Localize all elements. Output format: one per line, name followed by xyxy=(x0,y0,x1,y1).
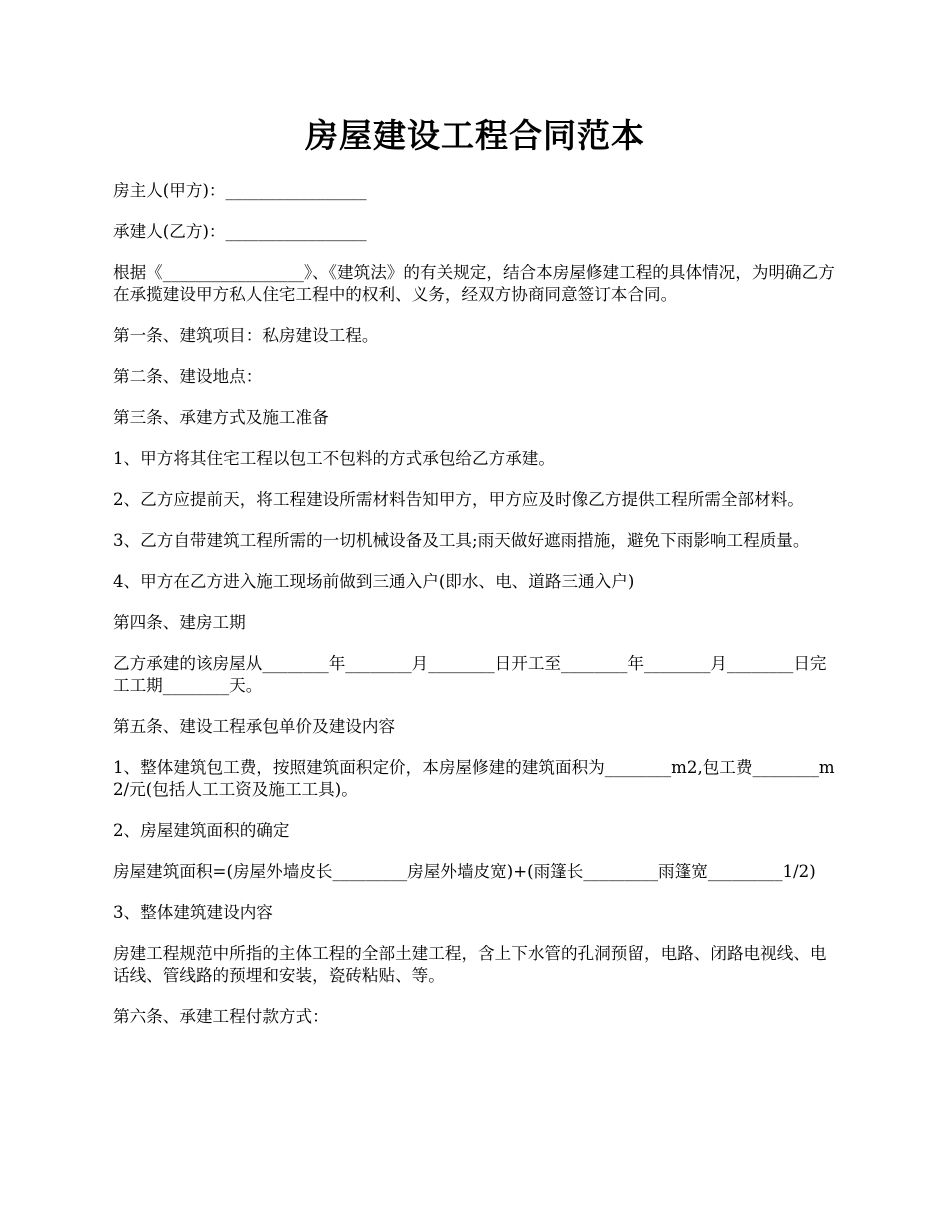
article-5-item-1: 1、整体建筑包工费，按照建筑面积定价，本房屋修建的建筑面积为________m2,包工费________m2/元(包括人工工资及施工工具)。 xyxy=(113,758,835,799)
article-4-heading: 第四条、建房工期 xyxy=(113,613,246,632)
article-6-heading: 第六条、承建工程付款方式： xyxy=(113,1007,329,1026)
article-3-item-1: 1、甲方将其住宅工程以包工不包料的方式承包给乙方承建。 xyxy=(113,449,555,468)
article-3-heading: 第三条、承建方式及施工准备 xyxy=(113,408,329,427)
article-3-item-2: 2、乙方应提前天，将工程建设所需材料告知甲方，甲方应及时像乙方提供工程所需全部材料。 xyxy=(113,490,804,509)
article-5-item-3: 3、整体建筑建设内容 xyxy=(113,903,273,922)
article-3-item-3: 3、乙方自带建筑工程所需的一切机械设备及工具;雨天做好遮雨措施，避免下雨影响工程质量。 xyxy=(113,531,810,550)
area-formula: 房屋建筑面积=(房屋外墙皮长_________房屋外墙皮宽)+(雨篷长_________雨篷宽_________1/2) xyxy=(113,862,816,881)
article-5-heading: 第五条、建设工程承包单价及建设内容 xyxy=(113,717,396,736)
article-5-item-2: 2、房屋建筑面积的确定 xyxy=(113,821,290,840)
article-2: 第二条、建设地点： xyxy=(113,367,263,386)
article-4-schedule: 乙方承建的该房屋从________年________月________日开工至________年________月________日完工工期________天。 xyxy=(113,654,827,695)
contract-body xyxy=(113,180,841,1047)
article-3-item-4: 4、甲方在乙方进入施工现场前做到三通入户(即水、电、道路三通入户) xyxy=(113,572,635,591)
page-title: 房屋建设工程合同范本 xyxy=(305,116,645,155)
party-b-line: 承建人(乙方)：_________________ xyxy=(113,222,367,241)
article-1: 第一条、建筑项目：私房建设工程。 xyxy=(113,326,379,345)
party-a-line: 房主人(甲方)：_________________ xyxy=(113,181,367,200)
preamble-paragraph: 根据《_________________》、《建筑法》的有关规定，结合本房屋修建工程的具体情况，为明确乙方在承揽建设甲方私人住宅工程中的权利、义务，经双方协商同意签订本合同。 xyxy=(113,263,835,304)
construction-scope: 房建工程规范中所指的主体工程的全部土建工程，含上下水管的孔洞预留，电路、闭路电视线、电话线、管线路的预埋和安装，瓷砖粘贴、等。 xyxy=(113,944,827,985)
